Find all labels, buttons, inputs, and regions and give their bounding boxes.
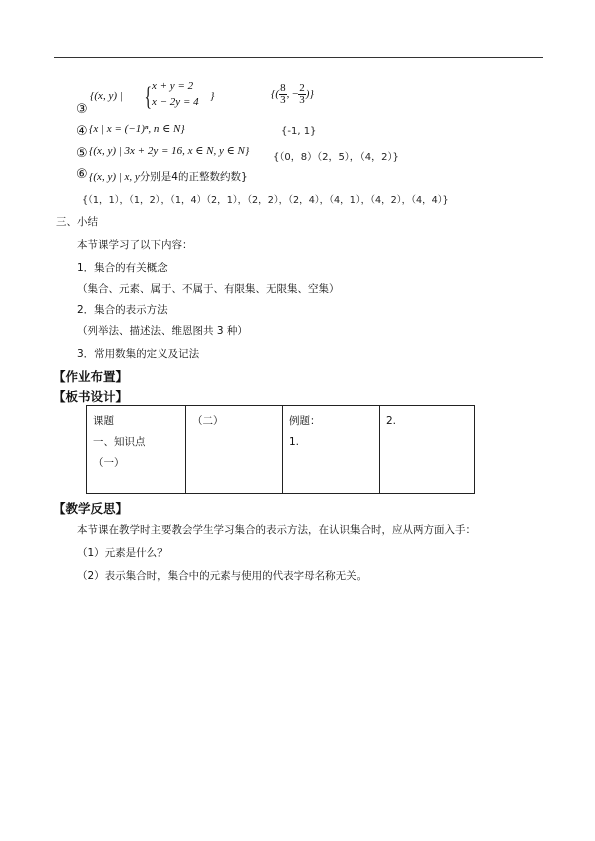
frac2-den: 3 — [299, 94, 305, 106]
board-cell-topic — [87, 406, 186, 494]
fraction-8-3 — [279, 83, 287, 106]
board-examples-label: 例题： — [289, 415, 321, 427]
reflection-question-1: （1）元素是什么？ — [77, 547, 168, 559]
table-row — [87, 406, 475, 494]
item-3-brace: { — [144, 82, 152, 111]
item-3-eq2: x − 2y = 4 — [152, 96, 199, 108]
item-6-answer: {（1，1），（1，2），（1，4）（2，1），（2，2），（2，4），（4，1），（4，2），（4，4）} — [82, 195, 449, 206]
board-knowledge-label: 一、知识点 — [93, 436, 146, 448]
frac1-den: 3 — [280, 94, 286, 106]
board-example-2: 2. — [386, 415, 397, 427]
header-rule — [54, 57, 543, 58]
fraction-2-3 — [298, 83, 306, 106]
item-5-expression: {(x, y) | 3x + 2y = 16, x ∈ N, y ∈ N} — [89, 145, 250, 157]
item-3-answer-open: {( — [271, 88, 280, 101]
reflection-paragraph: 本节课在教学时主要教会学生学习集合的表示方法，在认识集合时，应从两方面入手： — [77, 524, 476, 536]
item-3-sep: , − — [286, 88, 299, 101]
summary-point-1-detail: （集合、元素、属于、不属于、有限集、无限集、空集） — [77, 283, 340, 295]
item-5-answer: {（0，8）（2，5），（4，2）} — [273, 152, 399, 163]
board-example-1: 1. — [289, 436, 300, 448]
summary-intro: 本节课学习了以下内容： — [77, 239, 193, 251]
reflection-heading: 【教学反思】 — [53, 501, 129, 516]
board-cell-examples — [283, 406, 380, 494]
board-cell-example-2 — [380, 406, 475, 494]
item-3-answer — [271, 83, 314, 106]
summary-point-3: 3．常用数集的定义及记法 — [77, 348, 200, 360]
summary-point-2-detail: （列举法、描述法、维恩图共 3 种） — [77, 325, 248, 337]
item-3-close: } — [210, 90, 215, 102]
item-6-marker: ⑥ — [76, 167, 88, 182]
frac1-num: 8 — [280, 82, 286, 94]
item-3-marker: ③ — [76, 102, 88, 117]
item-4-expression: {x | x = (−1)ⁿ, n ∈ N} — [89, 123, 185, 135]
board-part-one-label: （一） — [93, 457, 125, 469]
summary-heading: 三、小结 — [56, 216, 98, 228]
board-part-two-label: （二） — [192, 415, 224, 427]
item-4-marker: ④ — [76, 124, 88, 139]
item-4-answer: {-1, 1} — [281, 126, 317, 137]
reflection-question-2: （2）表示集合时，集合中的元素与使用的代表字母名称无关。 — [77, 570, 368, 582]
item-6-expression — [89, 165, 248, 184]
board-heading: 【板书设计】 — [53, 389, 129, 404]
board-topic-label: 课题 — [93, 415, 114, 427]
item-3-set-head: {(x, y) | — [90, 90, 123, 102]
frac2-num: 2 — [299, 82, 305, 94]
board-cell-part-two — [186, 406, 283, 494]
item-5-marker: ⑤ — [76, 146, 88, 161]
homework-heading: 【作业布置】 — [53, 369, 129, 384]
summary-point-2: 2．集合的表示方法 — [77, 304, 168, 316]
item-6-expression-text: 分别是4的正整数约数} — [139, 171, 248, 183]
item-3-answer-close: )} — [305, 88, 314, 101]
item-3-eq1: x + y = 2 — [152, 80, 194, 92]
summary-point-1: 1．集合的有关概念 — [77, 262, 168, 274]
item-6-expression-math: {(x, y) | x, y — [89, 171, 140, 183]
board-design-table — [86, 405, 475, 494]
